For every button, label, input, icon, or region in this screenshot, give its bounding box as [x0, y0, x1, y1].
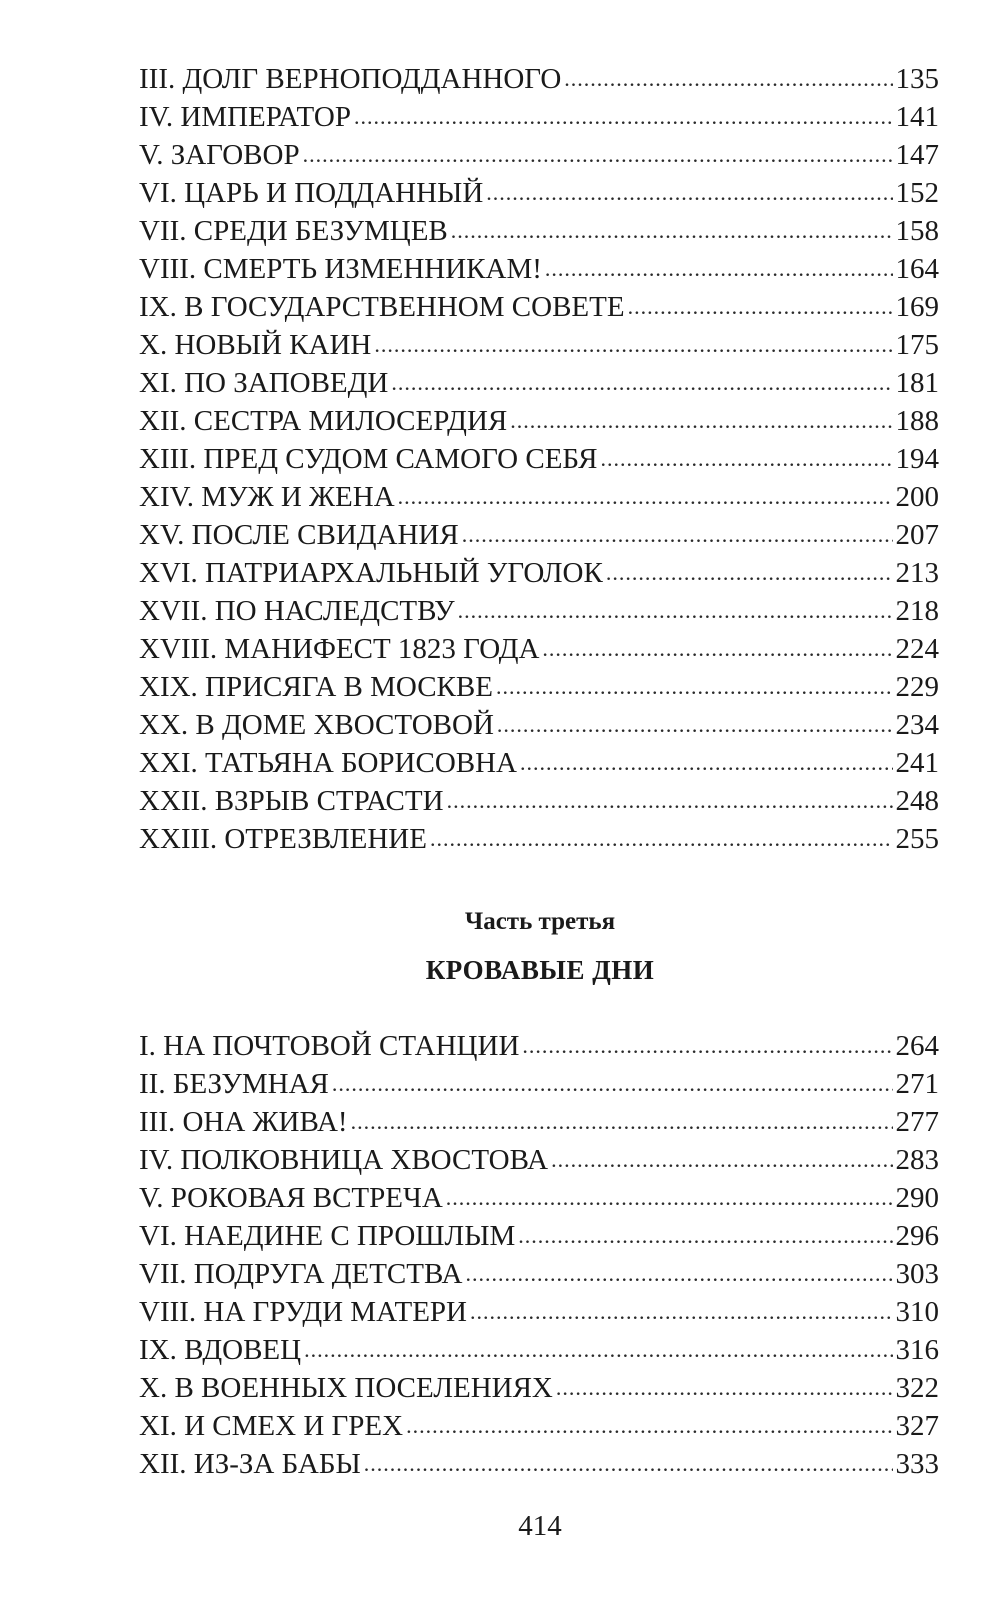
- toc-entry-page: 296: [895, 1220, 939, 1252]
- toc-entry-page: 207: [895, 519, 939, 551]
- toc-entry-page: 283: [895, 1144, 939, 1176]
- toc-entry-page: 316: [895, 1334, 939, 1366]
- toc-entry: [139, 1217, 939, 1255]
- toc-entry-title: XI. И СМЕХ И ГРЕХ: [139, 1410, 404, 1442]
- toc-entry-page: 290: [895, 1182, 939, 1214]
- toc-entry: [139, 668, 939, 706]
- toc-entry-title: XXI. ТАТЬЯНА БОРИСОВНА: [139, 747, 517, 779]
- toc-entry: [139, 1179, 939, 1217]
- toc-entry: [139, 250, 939, 288]
- page-number: 414: [518, 1510, 562, 1542]
- toc-entry: [139, 364, 939, 402]
- dot-leader: [518, 1217, 892, 1255]
- dot-leader: [406, 1407, 892, 1445]
- toc-entry-page: 241: [895, 747, 939, 779]
- toc-entry-title: XXII. ВЗРЫВ СТРАСТИ: [139, 785, 444, 817]
- toc-entry-title: I. НА ПОЧТОВОЙ СТАНЦИИ: [139, 1030, 520, 1062]
- toc-entry: [139, 516, 939, 554]
- dot-leader: [430, 820, 893, 858]
- dot-leader: [332, 1065, 893, 1103]
- toc-entry: [139, 1255, 939, 1293]
- toc-entry-title: XV. ПОСЛЕ СВИДАНИЯ: [139, 519, 459, 551]
- toc-entry-page: 158: [895, 215, 939, 247]
- toc-entry-title: XII. СЕСТРА МИЛОСЕРДИЯ: [139, 405, 508, 437]
- toc-entry-page: 264: [895, 1030, 939, 1062]
- toc-entry: [139, 1331, 939, 1369]
- toc-entry: [139, 744, 939, 782]
- toc-entry: [139, 478, 939, 516]
- toc-entry-title: IX. В ГОСУДАРСТВЕННОМ СОВЕТЕ: [139, 291, 625, 323]
- toc-entry-title: VII. ПОДРУГА ДЕТСТВА: [139, 1258, 463, 1290]
- dot-leader: [600, 440, 892, 478]
- toc-entry-title: VIII. НА ГРУДИ МАТЕРИ: [139, 1296, 467, 1328]
- toc-entry: [139, 288, 939, 326]
- toc-entry: [139, 592, 939, 630]
- dot-leader: [398, 478, 893, 516]
- toc-entry-page: 327: [895, 1410, 939, 1442]
- toc-entry: [139, 706, 939, 744]
- dot-leader: [470, 1293, 893, 1331]
- toc-entry: [139, 630, 939, 668]
- toc-part3-list: [139, 1027, 939, 1483]
- toc-entry-title: XVI. ПАТРИАРХАЛЬНЫЙ УГОЛОК: [139, 557, 603, 589]
- toc-entry-title: VII. СРЕДИ БЕЗУМЦЕВ: [139, 215, 448, 247]
- toc-entry-page: 255: [895, 823, 939, 855]
- dot-leader: [486, 174, 892, 212]
- toc-entry: [139, 1445, 939, 1483]
- toc-entry-page: 181: [895, 367, 939, 399]
- toc-entry: [139, 174, 939, 212]
- dot-leader: [465, 1255, 892, 1293]
- dot-leader: [522, 1027, 892, 1065]
- toc-entry-page: 229: [895, 671, 939, 703]
- toc-entry-page: 322: [895, 1372, 939, 1404]
- toc-entry-title: X. НОВЫЙ КАИН: [139, 329, 372, 361]
- toc-entry-title: XIII. ПРЕД СУДОМ САМОГО СЕБЯ: [139, 443, 598, 475]
- toc-entry-title: XX. В ДОМЕ ХВОСТОВОЙ: [139, 709, 494, 741]
- dot-leader: [391, 364, 892, 402]
- toc-entry-title: IV. ИМПЕРАТОР: [139, 101, 351, 133]
- toc-entry-page: 175: [895, 329, 939, 361]
- toc-entry-page: 188: [895, 405, 939, 437]
- toc-entry-title: XIX. ПРИСЯГА В МОСКВЕ: [139, 671, 493, 703]
- toc-entry-page: 303: [895, 1258, 939, 1290]
- toc-entry-page: 141: [895, 101, 939, 133]
- toc-entry-page: 169: [895, 291, 939, 323]
- dot-leader: [497, 706, 893, 744]
- toc-entry: [139, 440, 939, 478]
- toc-entry-title: XII. ИЗ-ЗА БАБЫ: [139, 1448, 361, 1480]
- toc-entry: [139, 1065, 939, 1103]
- toc-entry: [139, 820, 939, 858]
- toc-entry-title: X. В ВОЕННЫХ ПОСЕЛЕНИЯХ: [139, 1372, 553, 1404]
- toc-entry-page: 234: [895, 709, 939, 741]
- toc-entry-page: 194: [895, 443, 939, 475]
- dot-leader: [351, 1103, 893, 1141]
- dot-leader: [628, 288, 893, 326]
- part-title: КРОВАВЫЕ ДНИ: [425, 955, 655, 985]
- part-label: Часть третья: [464, 908, 616, 935]
- toc-entry-page: 310: [895, 1296, 939, 1328]
- toc-entry-title: XIV. МУЖ И ЖЕНА: [139, 481, 395, 513]
- dot-leader: [520, 744, 893, 782]
- toc-entry-page: 135: [895, 63, 939, 95]
- toc-entry-page: 224: [895, 633, 939, 665]
- dot-leader: [510, 402, 892, 440]
- toc-entry-title: XVII. ПО НАСЛЕДСТВУ: [139, 595, 455, 627]
- toc-entry: [139, 1293, 939, 1331]
- dot-leader: [545, 250, 893, 288]
- dot-leader: [304, 1331, 892, 1369]
- toc-entry-page: 271: [895, 1068, 939, 1100]
- dot-leader: [447, 782, 893, 820]
- dot-leader: [462, 516, 893, 554]
- toc-part2-list: [139, 60, 939, 858]
- toc-entry-title: XVIII. МАНИФЕСТ 1823 ГОДА: [139, 633, 540, 665]
- toc-entry: [139, 60, 939, 98]
- dot-leader: [446, 1179, 893, 1217]
- toc-entry: [139, 1027, 939, 1065]
- toc-entry-title: IX. ВДОВЕЦ: [139, 1334, 302, 1366]
- toc-entry: [139, 326, 939, 364]
- toc-entry-title: XI. ПО ЗАПОВЕДИ: [139, 367, 389, 399]
- dot-leader: [542, 630, 892, 668]
- dot-leader: [551, 1141, 892, 1179]
- dot-leader: [451, 212, 893, 250]
- toc-entry-title: V. РОКОВАЯ ВСТРЕЧА: [139, 1182, 443, 1214]
- toc-entry-title: VI. НАЕДИНЕ С ПРОШЛЫМ: [139, 1220, 516, 1252]
- toc-entry-title: VI. ЦАРЬ И ПОДДАННЫЙ: [139, 177, 484, 209]
- dot-leader: [556, 1369, 893, 1407]
- toc-entry: [139, 402, 939, 440]
- toc-entry: [139, 98, 939, 136]
- dot-leader: [564, 60, 892, 98]
- toc-entry-page: 200: [895, 481, 939, 513]
- toc-entry-title: IV. ПОЛКОВНИЦА ХВОСТОВА: [139, 1144, 549, 1176]
- toc-entry-page: 147: [895, 139, 939, 171]
- toc-entry: [139, 1407, 939, 1445]
- toc-entry: [139, 136, 939, 174]
- toc-entry-page: 164: [895, 253, 939, 285]
- toc-entry: [139, 1103, 939, 1141]
- toc-entry: [139, 1369, 939, 1407]
- toc-entry-title: III. ОНА ЖИВА!: [139, 1106, 348, 1138]
- toc-entry: [139, 1141, 939, 1179]
- dot-leader: [374, 326, 892, 364]
- dot-leader: [354, 98, 893, 136]
- toc-entry-title: V. ЗАГОВОР: [139, 139, 300, 171]
- dot-leader: [303, 136, 893, 174]
- dot-leader: [606, 554, 893, 592]
- dot-leader: [458, 592, 893, 630]
- toc-entry: [139, 782, 939, 820]
- toc-entry-page: 213: [895, 557, 939, 589]
- toc-entry: [139, 554, 939, 592]
- toc-entry: [139, 212, 939, 250]
- toc-entry-title: VIII. СМЕРТЬ ИЗМЕННИКАМ!: [139, 253, 542, 285]
- toc-entry-title: II. БЕЗУМНАЯ: [139, 1068, 329, 1100]
- toc-entry-page: 248: [895, 785, 939, 817]
- dot-leader: [496, 668, 893, 706]
- toc-entry-page: 277: [895, 1106, 939, 1138]
- toc-entry-page: 218: [895, 595, 939, 627]
- dot-leader: [364, 1445, 893, 1483]
- toc-entry-title: XXIII. ОТРЕЗВЛЕНИЕ: [139, 823, 427, 855]
- toc-entry-title: III. ДОЛГ ВЕРНОПОДДАННОГО: [139, 63, 562, 95]
- toc-entry-page: 152: [895, 177, 939, 209]
- toc-entry-page: 333: [895, 1448, 939, 1480]
